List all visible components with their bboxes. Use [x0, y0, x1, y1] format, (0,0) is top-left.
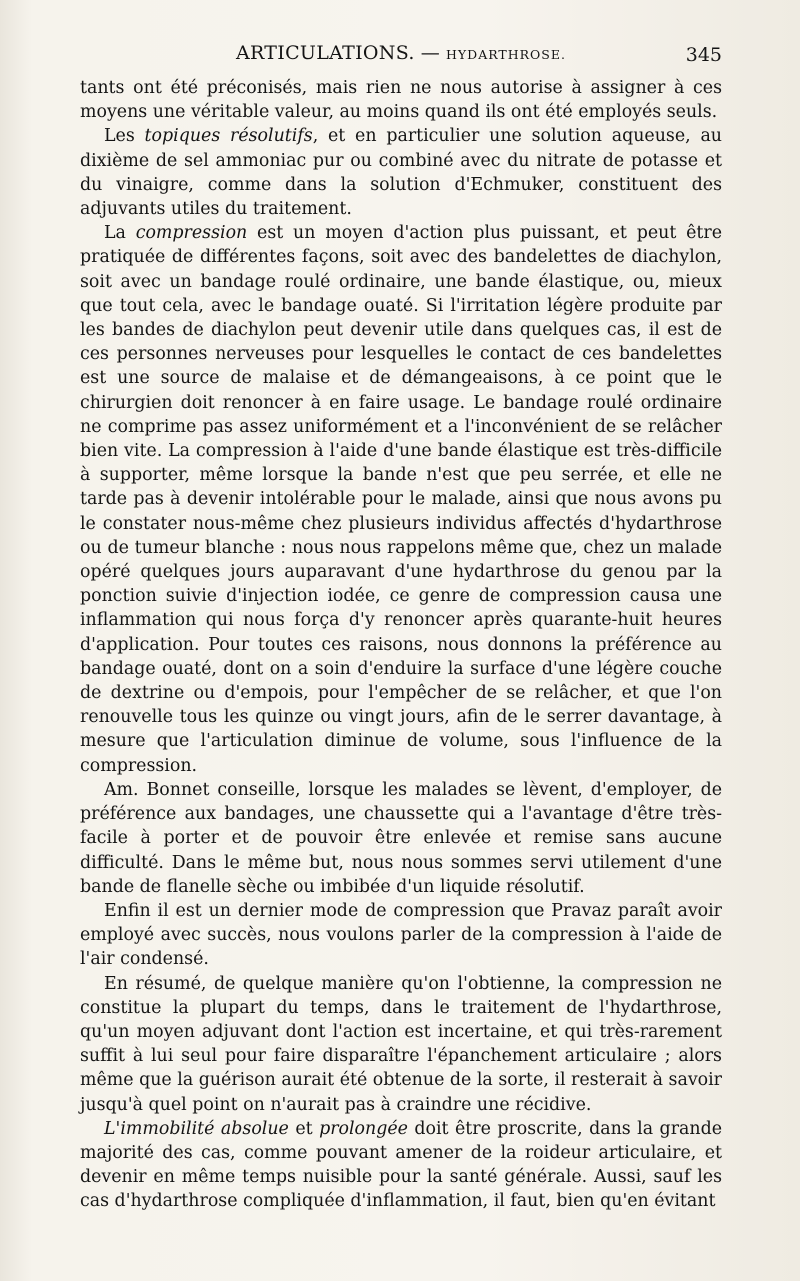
paragraph: La compression est un moyen d'action plus puissant, et peut être pratiquée de différentes façons, soit avec des bandelettes de diachylon, soit avec un bandage roulé ordinaire, une bande élastique, ou, mieux que tout cela, avec le bandage ouaté. Si l'irritation légère produite par les bandes de diachylon peut devenir utile dans quelques cas, il est de ces personnes nerveuses pour lesquelles le contact de ces bandelettes est une source de malaise et de démangeaisons, à ce point que le chirurgien doit renoncer à en faire usage. Le bandage roulé ordinaire ne comprime pas assez uniformément et a l'inconvénient de se relâcher bien vite. La compression à l'aide d'une bande élastique est très-difficile à supporter, même lorsque la bande n'est que peu serrée, et elle ne tarde pas à devenir intolérable pour le malade, ainsi que nous avons pu le constater nous-même chez plusieurs individus affectés d'hydarthrose ou de tumeur blanche : nous nous rappelons même que, chez un malade opéré quelques jours auparavant d'une hydarthrose du genou par la ponction suivie d'injection iodée, ce genre de compression causa une inflammation qui nous força d'y renoncer après quarante-huit heures d'application. Pour toutes ces raisons, nous donnons la préférence au bandage ouaté, dont on a soin d'enduire la surface d'une légère couche de dextrine ou d'empois, pour l'empêcher de se relâcher, et que l'on renouvelle tous les quinze ou vingt jours, afin de le serrer davantage, à mesure que l'articulation diminue de volume, sous l'influence de la compression. — [80, 223, 722, 776]
running-title — [80, 42, 722, 64]
page-number: 345 — [685, 44, 722, 66]
paragraph: Am. Bonnet conseille, lorsque les malades se lèvent, d'employer, de préférence aux bandages, une chaussette qui a l'avantage d'être très-facile à porter et de pouvoir être enlevée et remise sans aucune difficulté. Dans le même but, nous nous sommes servi utilement d'une bande de flanelle sèche ou imbibée d'un liquide résolutif. — [80, 779, 722, 897]
page-header — [80, 40, 722, 70]
running-title-separator: — — [420, 42, 441, 64]
italic-term: topiques résolutifs — [144, 126, 313, 147]
paragraph: Enfin il est un dernier mode de compression que Pravaz paraît avoir employé avec succès, nous voulons parler de la compression à l'aide de l'air condensé. — [80, 900, 722, 970]
paragraph: tants ont été préconisés, mais rien ne nous autorise à assigner à ces moyens une véritable valeur, au moins quand ils ont été employés seuls. — [80, 78, 722, 123]
italic-term: compression — [135, 223, 248, 244]
running-title-main: ARTICULATIONS. — [236, 42, 415, 64]
paragraph: L'immobilité absolue et prolongée doit être proscrite, dans la grande majorité des cas, comme pouvant amener de la roideur articulaire, et devenir en même temps nuisible pour la santé générale. Aussi, sauf les cas d'hydarthrose compliquée d'inflammation, il faut, bien qu'en évitant — [80, 1118, 722, 1212]
running-title-subtitle: HYDARTHROSE. — [446, 47, 566, 62]
italic-term: prolongée — [319, 1118, 408, 1139]
paragraph: Les topiques résolutifs, et en particulier une solution aqueuse, au dixième de sel ammoniac pur ou combiné avec du nitrate de potasse et du vinaigre, comme dans la solution d'Echmuker, constituent des adjuvants utiles du traitement. — [80, 126, 723, 220]
body-text — [80, 76, 722, 1214]
paragraph: En résumé, de quelque manière qu'on l'obtienne, la compression ne constitue la plupart du temps, dans le traitement de l'hydarthrose, qu'un moyen adjuvant dont l'action est incertaine, et qui très-rarement suffit à lui seul pour faire disparaître l'épanchement articulaire ; alors même que la guérison aurait été obtenue de la sorte, il resterait à savoir jusqu'à quel point on n'aurait pas à craindre une récidive. — [80, 973, 722, 1115]
italic-term: L'immobilité absolue — [104, 1118, 289, 1139]
